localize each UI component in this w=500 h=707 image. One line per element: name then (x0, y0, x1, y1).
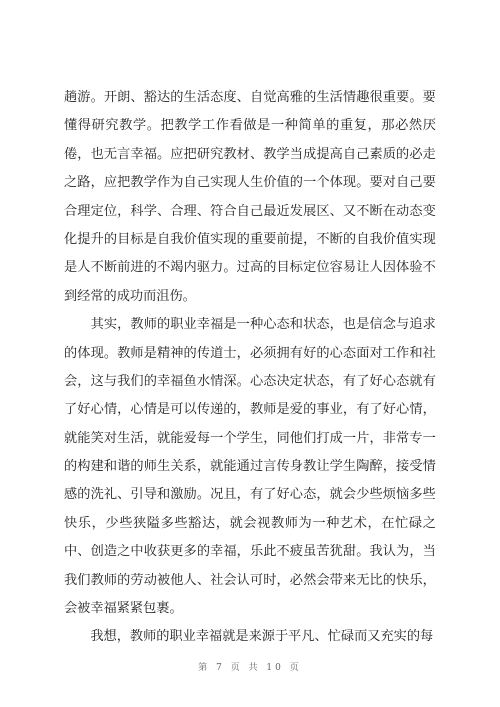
text-line: 我 们 教 师 的 劳 动 被 他 人 、 社 会 认 可 时 ， 必 然 会 带 来 无 比 的 快 乐 ， (64, 572, 436, 588)
text-line: 中 、 创 造 之 中 收 获 更 多 的 幸 福 ， 乐 此 不 疲 虽 苦 犹 甜 。 我 认 为 ， 当 (64, 544, 436, 560)
paragraph (64, 623, 436, 651)
text-line: 合 理 定 位 ， 科 学 、 合 理 、 符 合 自 己 最 近 发 展 区 、 又 不 断 在 动 态 变 (64, 203, 436, 219)
paragraph (64, 84, 436, 311)
text-line: 的 体 现 。 教 师 是 精 神 的 传 道 士 ， 必 须 拥 有 好 的 心 态 面 对 工 作 和 社 (64, 345, 436, 361)
text-line: 快 乐 ， 少 些 狭 隘 多 些 豁 达 ， 就 会 视 教 师 为 一 种 艺 术 ， 在 忙 碌 之 (64, 515, 436, 531)
text-line: 会 ， 这 与 我 们 的 幸 福 鱼 水 情 深 。 心 态 决 定 状 态 ， 有 了 好 心 态 就 有 (64, 373, 436, 389)
text-line: 了 好 心 情 ， 心 情 是 可 以 传 递 的 ， 教 师 是 爱 的 事 业 ， 有 了 好 心 情 ， (64, 402, 436, 418)
page-footer: 第 7 页 共 10 页 (198, 663, 302, 673)
text-line: 的 构 建 和 谐 的 师 生 关 系 ， 就 能 通 过 言 传 身 教 让 学 生 陶 醉 ， 接 受 情 (64, 459, 436, 475)
document-body (64, 84, 436, 652)
text-line: 其 实 ， 教 师 的 职 业 幸 福 是 一 种 心 态 和 状 态 ， 也 是 信 念 与 追 求 (90, 317, 436, 333)
text-line: 懂 得 研 究 教 学 。 把 教 学 工 作 看 做 是 一 种 简 单 的 重 复 ， 那 必 然 厌 (64, 118, 436, 134)
text-line: 倦 ， 也 无 言 幸 福 。 应 把 研 究 教 材 、 教 学 当 成 提 高 自 己 素 质 的 必 走 (64, 146, 436, 162)
text-line: 到经常的成功而沮伤。 (64, 288, 196, 304)
text-line: 就 能 笑 对 生 活 ， 就 能 爱 每 一 个 学 生 ， 同 他 们 打 成 一 片 ， 非 常 专 一 (64, 430, 436, 446)
text-line: 之 路 ， 应 把 教 学 作 为 自 己 实 现 人 生 价 值 的 一 个 体 现 。 要 对 自 己 要 (64, 175, 436, 191)
paragraph (64, 311, 436, 623)
text-line: 趟 游 。 开 朗 、 豁 达 的 生 活 态 度 、 自 觉 高 雅 的 生 活 情 趣 很 重 要 。 要 (64, 90, 436, 105)
text-line: 会被幸福紧紧包裹。 (64, 601, 183, 617)
text-line: 是 人 不 断 前 进 的 不 竭 内 驱 力 。 过 高 的 目 标 定 位 容 易 让 人 因 体 验 不 (64, 260, 436, 276)
text-line: 化 提 升 的 目 标 是 自 我 价 值 实 现 的 重 要 前 提 ， 不 断 的 自 我 价 值 实 现 (64, 231, 436, 247)
text-line: 我想，教师的职业幸福就是来源于平凡、忙碌而又充实的每 (64, 629, 434, 645)
text-line: 感 的 洗 礼 、 引 导 和 激 励 。 况 且 ， 有 了 好 心 态 ， 就 会 少 些 烦 恼 多 些 (64, 487, 436, 503)
